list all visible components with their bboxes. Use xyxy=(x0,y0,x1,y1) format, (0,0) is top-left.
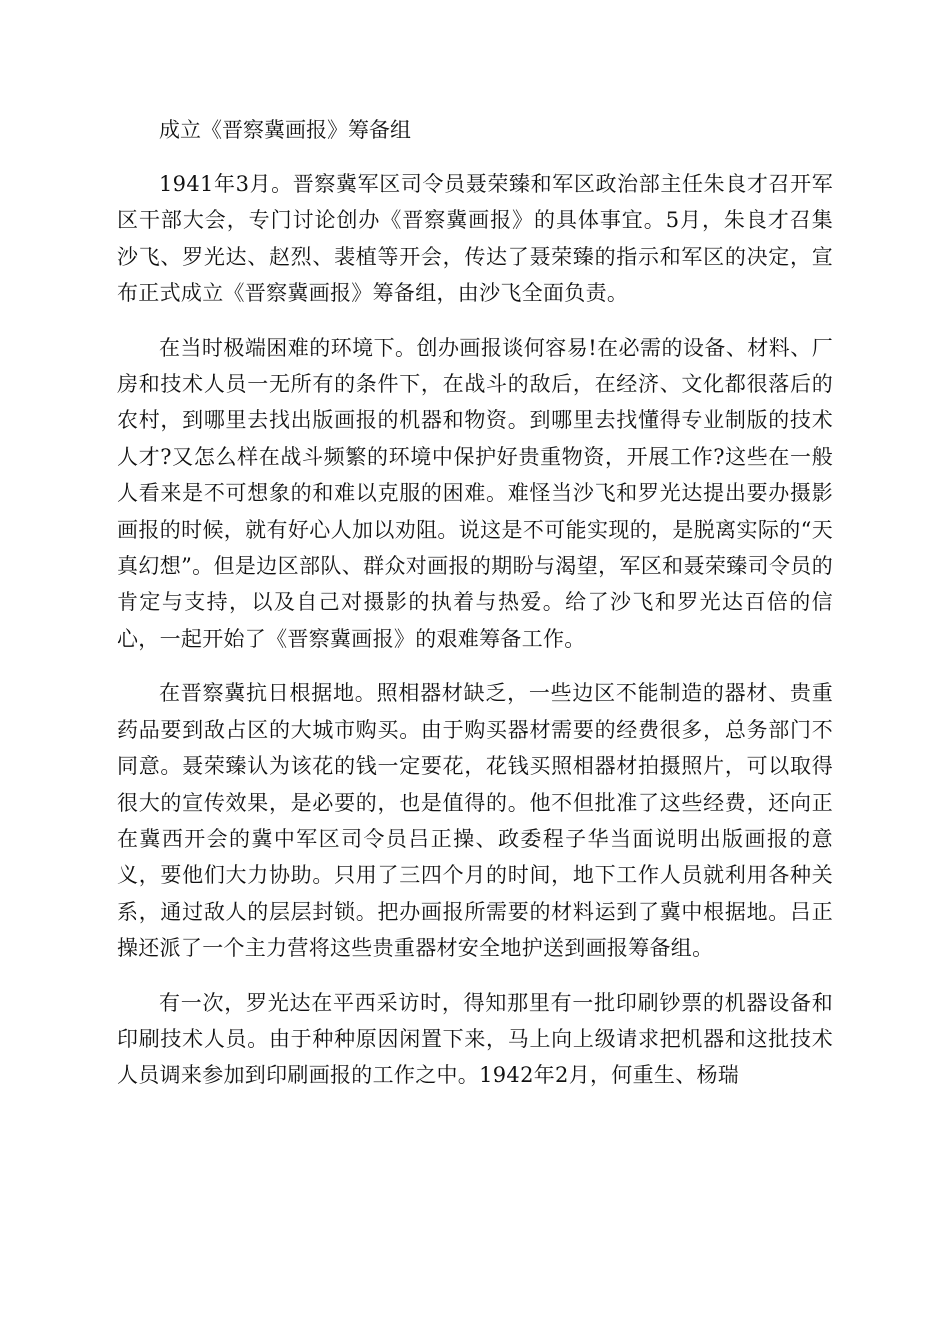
paragraph-3: 在晋察冀抗日根据地。照相器材缺乏，一些边区不能制造的器材、贵重药品要到敌占区的大城市购买。由于购买器材需要的经费很多，总务部门不同意。聂荣臻认为该花的钱一定要花，花钱买照相器材拍摄照片，可以取得很大的宣传效果，是必要的，也是值得的。他不但批准了这些经费，还向正在冀西开会的冀中军区司令员吕正操、政委程子华当面说明出版画报的意义，要他们大力协助。只用了三四个月的时间，地下工作人员就利用各种关系，通过敌人的层层封锁。把办画报所需要的材料运到了冀中根据地。吕正操还派了一个主力营将这些贵重器材安全地护送到画报筹备组。 xyxy=(117,681,833,961)
section-heading: 成立《晋察冀画报》筹备组 xyxy=(159,118,411,142)
paragraph-2: 在当时极端困难的环境下。创办画报谈何容易!在必需的设备、材料、厂房和技术人员一无所有的条件下，在战斗的敌后，在经济、文化都很落后的农村，到哪里去找出版画报的机器和物资。到哪里去找懂得专业制版的技术人才?又怎么样在战斗频繁的环境中保护好贵重物资，开展工作?这些在一般人看来是不可想象的和难以克服的困难。难怪当沙飞和罗光达提出要办摄影画报的时候，就有好心人加以劝阻。说这是不可能实现的，是脱离实际的“天真幻想”。但是边区部队、群众对画报的期盼与渴望，军区和聂荣臻司令员的肯定与支持，以及自己对摄影的执着与热爱。给了沙飞和罗光达百倍的信心，一起开始了《晋察冀画报》的艰难筹备工作。 xyxy=(117,335,833,651)
paragraph-1: 1941年3月。晋察冀军区司令员聂荣臻和军区政治部主任朱良才召开军区干部大会，专门讨论创办《晋察冀画报》的具体事宜。5月，朱良才召集沙飞、罗光达、赵烈、裴植等开会，传达了聂荣臻的指示和军区的决定，宣布正式成立《晋察冀画报》筹备组，由沙飞全面负责。 xyxy=(117,172,833,306)
paragraph-4: 有一次，罗光达在平西采访时，得知那里有一批印刷钞票的机器设备和印刷技术人员。由于种种原因闲置下来，马上向上级请求把机器和这批技术人员调来参加到印刷画报的工作之中。1942年2月，何重生、杨瑞 xyxy=(117,990,833,1088)
document-page xyxy=(117,112,833,1112)
